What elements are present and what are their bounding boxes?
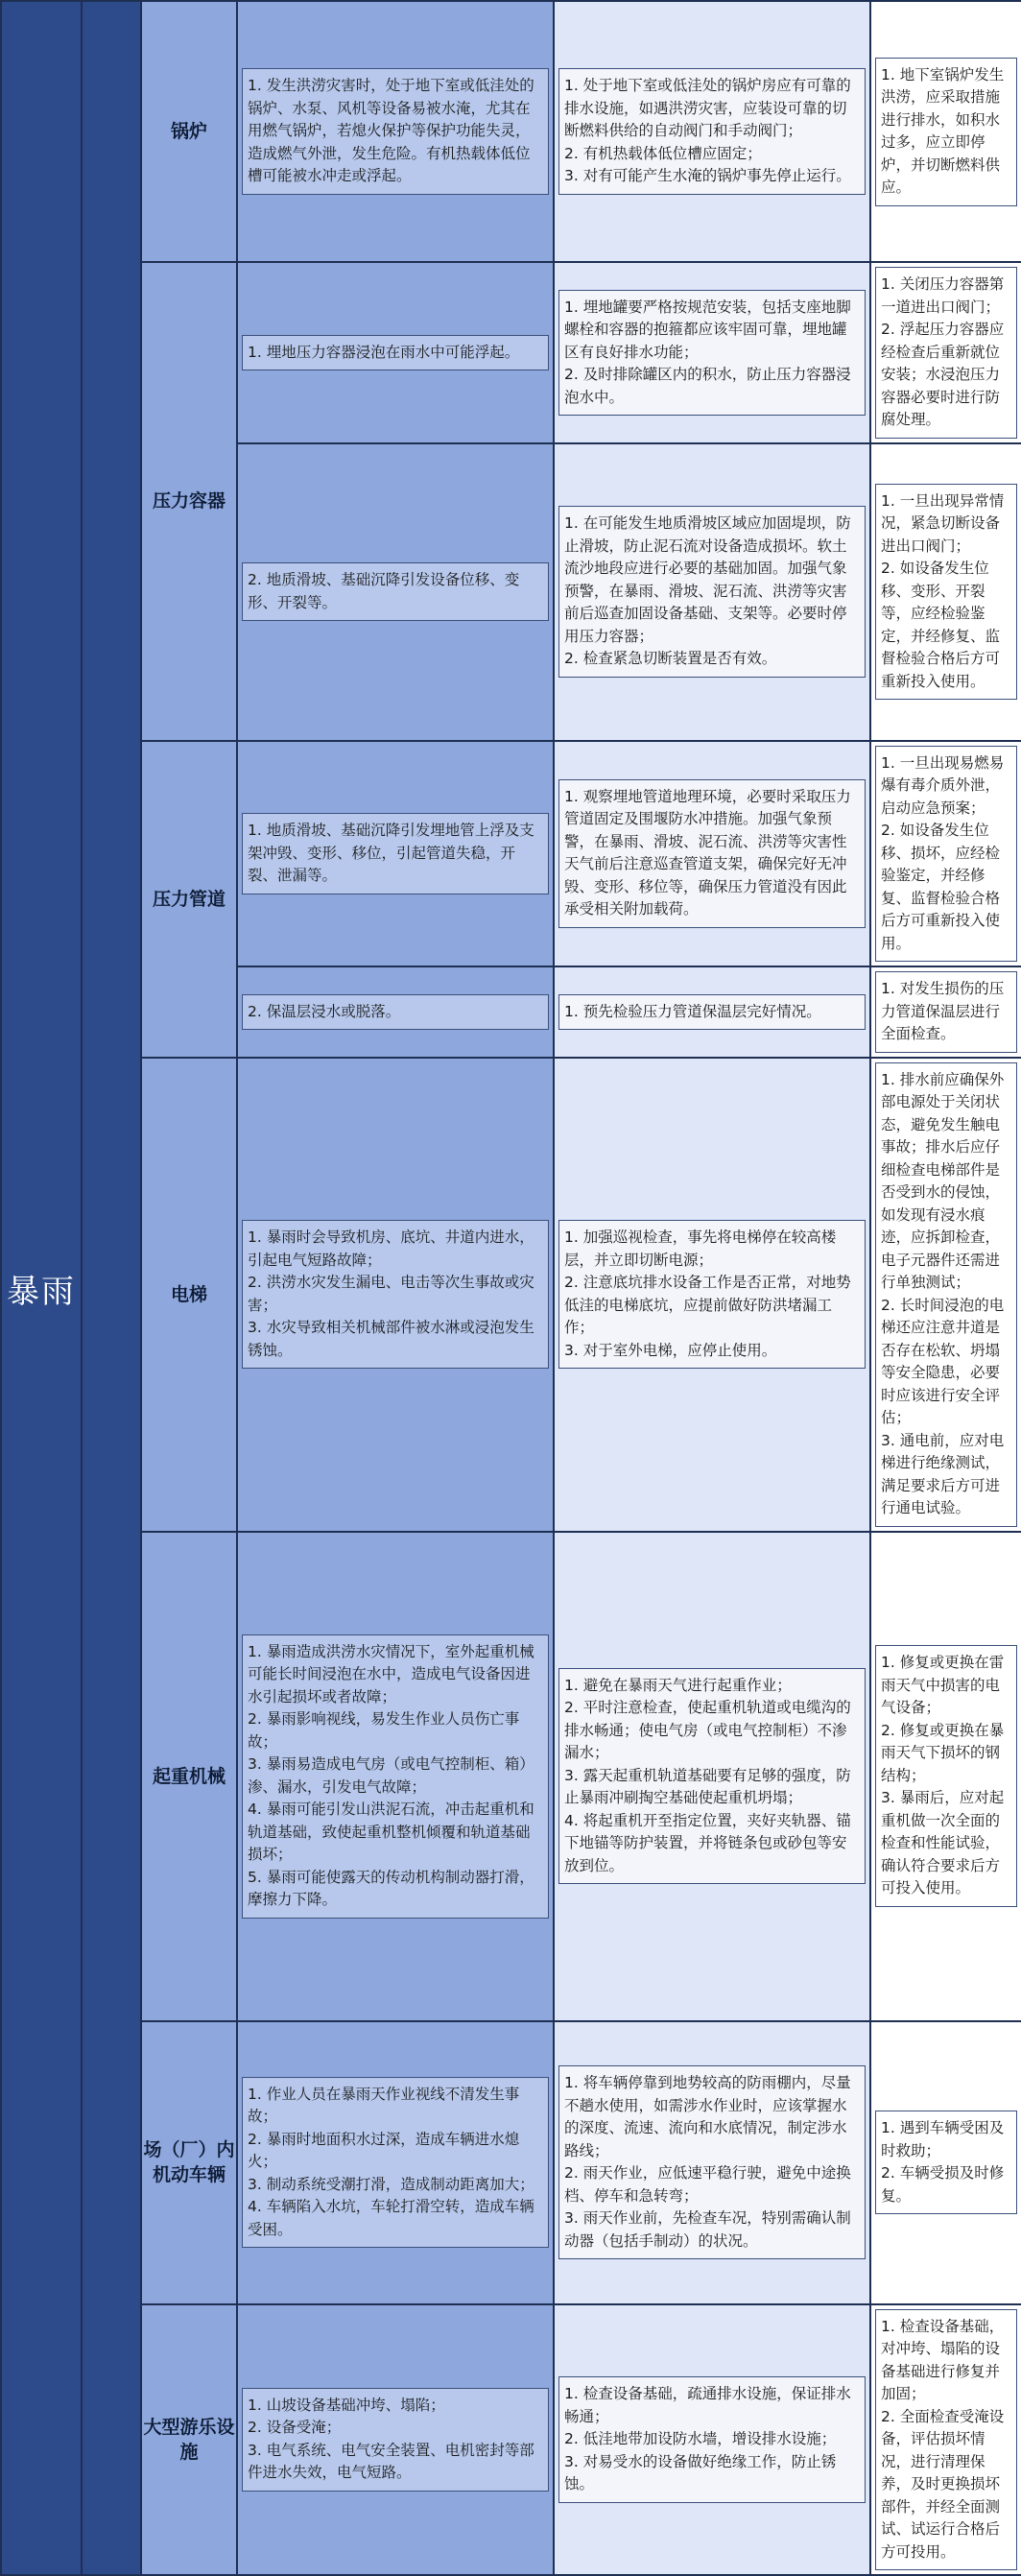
measure-text: 3. 对于室外电梯，应停止使用。 bbox=[564, 1341, 777, 1359]
cause-text: 5. 暴雨可能使露天的传动机构制动器打滑，摩擦力下降。 bbox=[248, 1868, 534, 1908]
equipment-label: 锅炉 bbox=[141, 1, 237, 262]
cause-text: 2. 地质滑坡、基础沉降引发设备位移、变形、开裂等。 bbox=[248, 571, 520, 611]
cause-cell bbox=[237, 966, 554, 1058]
table-row bbox=[1, 262, 1021, 443]
measure-text: 3. 露天起重机轨道基础要有足够的强度，防止暴雨冲刷掏空基础使起重机坍塌； bbox=[564, 1766, 851, 1807]
table-row bbox=[1, 1532, 1021, 2021]
cause-cell bbox=[237, 2304, 554, 2576]
cause-text: 2. 设备受淹； bbox=[248, 2419, 342, 2437]
table-row bbox=[1, 1058, 1021, 1532]
response-cell bbox=[870, 262, 1021, 443]
response-text: 2. 如设备发生位移、变形、开裂等，应经检验鉴定，并经修复、监督检验合格后方可重新投入使用。 bbox=[881, 560, 1001, 690]
response-cell bbox=[870, 443, 1021, 741]
response-text: 1. 一旦出现易燃易爆有毒介质外泄，启动应急预案； bbox=[881, 753, 1005, 817]
table-row bbox=[1, 741, 1021, 967]
measure-text: 1. 加强巡视检查，事先将电梯停在较高楼层，并立即切断电源； bbox=[564, 1228, 837, 1269]
response-text: 1. 遇到车辆受困及时救助； bbox=[881, 2119, 1005, 2159]
response-text: 3. 暴雨后，应对起重机做一次全面的检查和性能试验，确认符合要求后方可投入使用。 bbox=[881, 1789, 1005, 1897]
measure-text: 1. 处于地下室或低洼处的锅炉房应有可靠的排水设施，如遇洪涝灾害，应装设可靠的切断燃料供给的自动阀门和手动阀门； bbox=[564, 77, 851, 140]
response-text: 1. 对发生损伤的压力管道保温层进行全面检查。 bbox=[881, 980, 1005, 1042]
response-cell bbox=[870, 741, 1021, 967]
measure-text: 2. 及时排除罐区内的积水，防止压力容器浸泡水中。 bbox=[564, 366, 851, 406]
equipment-label: 大型游乐设施 bbox=[141, 2304, 237, 2576]
cause-cell bbox=[237, 1, 554, 262]
response-text: 2. 车辆受损及时修复。 bbox=[881, 2164, 1005, 2205]
table-row bbox=[1, 2021, 1021, 2304]
measure-cell bbox=[554, 443, 870, 741]
equipment-label: 场（厂）内机动车辆 bbox=[141, 2021, 237, 2304]
cause-text: 2. 暴雨影响视线，易发生作业人员伤亡事故； bbox=[248, 1710, 520, 1751]
response-cell bbox=[870, 1532, 1021, 2021]
hazard-label: 暴雨 bbox=[1, 1, 82, 2575]
cause-text: 1. 山坡设备基础冲垮、塌陷； bbox=[248, 2396, 445, 2414]
measure-cell bbox=[554, 262, 870, 443]
cause-text: 1. 作业人员在暴雨天作业视线不清发生事故； bbox=[248, 2085, 520, 2126]
cause-text: 3. 制动系统受潮打滑，造成制动距离加大； bbox=[248, 2175, 534, 2193]
response-cell bbox=[870, 1, 1021, 262]
measure-cell bbox=[554, 1532, 870, 2021]
measure-text: 1. 埋地罐要严格按规范安装，包括支座地脚螺栓和容器的抱箍都应该牢固可靠，埋地罐区有良好排水功能； bbox=[564, 298, 851, 361]
measure-text: 1. 在可能发生地质滑坡区域应加固堤坝，防止滑坡，防止泥石流对设备造成损坏。软土流沙地段应进行必要的基础加固。加强气象预警，在暴雨、滑坡、泥石流、洪涝等灾害前后巡查加固设备基础、支架等。必要时停用压力容器； bbox=[564, 514, 851, 645]
response-text: 2. 全面检查受淹设备，评估损坏情况，进行清理保养，及时更换损坏部件，并经全面测试、试运行合格后方可投用。 bbox=[881, 2407, 1005, 2561]
measure-text: 1. 检查设备基础，疏通排水设施，保证排水畅通； bbox=[564, 2385, 851, 2425]
cause-cell bbox=[237, 443, 554, 741]
measure-text: 3. 对有可能产生水淹的锅炉事先停止运行。 bbox=[564, 167, 851, 185]
cause-text: 1. 埋地压力容器浸泡在雨水中可能浮起。 bbox=[248, 343, 520, 361]
cause-cell bbox=[237, 1532, 554, 2021]
equipment-label: 电梯 bbox=[141, 1058, 237, 1532]
measure-cell bbox=[554, 741, 870, 967]
response-text: 1. 一旦出现异常情况，紧急切断设备进出口阀门； bbox=[881, 491, 1005, 555]
cause-text: 1. 暴雨时会导致机房、底坑、井道内进水，引起电气短路故障； bbox=[248, 1228, 534, 1269]
equipment-label: 压力管道 bbox=[141, 741, 237, 1058]
response-text: 2. 长时间浸泡的电梯还应注意井道是否存在松软、坍塌等安全隐患，必要时应该进行安全评估； bbox=[881, 1296, 1005, 1426]
measure-text: 1. 将车辆停靠到地势较高的防雨棚内，尽量不趟水使用，如需涉水作业时，应该掌握水的深度、流速、流向和水底情况，制定涉水路线； bbox=[564, 2074, 851, 2159]
measure-cell bbox=[554, 1, 870, 262]
measure-text: 2. 雨天作业，应低速平稳行驶，避免中途换档、停车和急转弯； bbox=[564, 2164, 851, 2205]
measure-cell bbox=[554, 1058, 870, 1532]
cause-text: 4. 车辆陷入水坑，车轮打滑空转，造成车辆受困。 bbox=[248, 2198, 534, 2238]
measure-text: 1. 观察埋地管道地理环境，必要时采取压力管道固定及围堰防水冲措施。加强气象预警，在暴雨、滑坡、泥石流、洪涝等灾害性天气前后注意巡查管道支架，确保完好无冲毁、变形、移位等，确保压力管道没有因此承受相关附加载荷。 bbox=[564, 787, 851, 918]
cause-cell bbox=[237, 1058, 554, 1532]
equipment-label: 压力容器 bbox=[141, 262, 237, 741]
cause-text: 3. 电气系统、电气安全装置、电机密封等部件进水失效，电气短路。 bbox=[248, 2441, 534, 2482]
measure-text: 1. 预先检验压力管道保温层完好情况。 bbox=[564, 1002, 821, 1020]
cause-cell bbox=[237, 262, 554, 443]
cause-text: 2. 暴雨时地面积水过深，造成车辆进水熄火； bbox=[248, 2130, 520, 2171]
cause-text: 2. 保温层浸水或脱落。 bbox=[248, 1002, 401, 1020]
measure-text: 4. 将起重机开至指定位置，夹好夹轨器、锚下地锚等防护装置，并将链条包或砂包等安放到位。 bbox=[564, 1811, 851, 1874]
cause-text: 3. 水灾导致相关机械部件被水淋或浸泡发生锈蚀。 bbox=[248, 1319, 534, 1359]
cause-text: 1. 地质滑坡、基础沉降引发埋地管上浮及支架冲毁、变形、移位，引起管道失稳，开裂、泄漏等。 bbox=[248, 822, 534, 884]
response-text: 2. 如设备发生位移、损坏，应经检验鉴定，并经修复、监督检验合格后方可重新投入使用。 bbox=[881, 822, 1001, 952]
measure-cell bbox=[554, 2021, 870, 2304]
equipment-label: 起重机械 bbox=[141, 1532, 237, 2021]
response-cell bbox=[870, 2021, 1021, 2304]
table-row bbox=[1, 2304, 1021, 2576]
response-text: 1. 检查设备基础，对冲垮、塌陷的设备基础进行修复并加固； bbox=[881, 2317, 1005, 2402]
response-text: 2. 浮起压力容器应经检查后重新就位安装；水浸泡压力容器必要时进行防腐处理。 bbox=[881, 321, 1005, 428]
measure-cell bbox=[554, 2304, 870, 2576]
response-cell bbox=[870, 966, 1021, 1058]
response-text: 2. 修复或更换在暴雨天气下损坏的钢结构； bbox=[881, 1721, 1005, 1784]
measure-text: 2. 有机热载体低位槽应固定； bbox=[564, 144, 762, 162]
measure-text: 2. 低洼地带加设防水墙，增设排水设施； bbox=[564, 2430, 837, 2447]
measure-text: 1. 避免在暴雨天气进行起重作业； bbox=[564, 1676, 792, 1694]
response-text: 1. 地下室锅炉发生洪涝，应采取措施进行排水，如积水过多，应立即停炉，并切断燃料供应。 bbox=[881, 65, 1005, 196]
response-cell bbox=[870, 1058, 1021, 1532]
cause-cell bbox=[237, 741, 554, 967]
measure-text: 3. 对易受水的设备做好绝缘工作，防止锈蚀。 bbox=[564, 2452, 837, 2493]
measure-text: 2. 平时注意检查，使起重机轨道或电缆沟的排水畅通；使电气房（或电气控制柜）不渗漏水； bbox=[564, 1699, 851, 1762]
response-cell bbox=[870, 2304, 1021, 2576]
response-text: 1. 修复或更换在雷雨天气中损害的电气设备； bbox=[881, 1654, 1005, 1717]
cause-cell bbox=[237, 2021, 554, 2304]
measure-text: 2. 注意底坑排水设备工作是否正常，对地势低洼的电梯底坑，应提前做好防洪堵漏工作； bbox=[564, 1274, 851, 1336]
measure-text: 2. 检查紧急切断装置是否有效。 bbox=[564, 650, 777, 668]
response-text: 3. 通电前，应对电梯进行绝缘测试，满足要求后方可进行通电试验。 bbox=[881, 1431, 1005, 1516]
table-row bbox=[1, 1, 1021, 262]
measure-text: 3. 雨天作业前，先检查车况，特别需确认制动器（包括手制动）的状况。 bbox=[564, 2209, 851, 2250]
cause-text: 1. 暴雨造成洪涝水灾情况下，室外起重机械可能长时间浸泡在水中，造成电气设备因进水引起损坏或者故障； bbox=[248, 1642, 534, 1705]
category-strip bbox=[82, 1, 141, 2575]
cause-text: 2. 洪涝水灾发生漏电、电击等次生事故或灾害； bbox=[248, 1274, 534, 1314]
cause-text: 1. 发生洪涝灾害时，处于地下室或低洼处的锅炉、水泵、风机等设备易被水淹，尤其在用燃气锅炉，若熄火保护等保护功能失灵，造成燃气外泄，发生危险。有机热载体低位槽可能被水冲走或浮起。 bbox=[248, 77, 534, 185]
response-text: 1. 排水前应确保外部电源处于关闭状态，避免发生触电事故；排水后应仔细检查电梯部件是否受到水的侵蚀，如发现有浸水痕迹，应拆卸检查，电子元器件还需进行单独测试； bbox=[881, 1070, 1005, 1291]
cause-text: 4. 暴雨可能引发山洪泥石流，冲击起重机和轨道基础，致使起重机整机倾覆和轨道基础损坏； bbox=[248, 1801, 534, 1863]
cause-text: 3. 暴雨易造成电气房（或电气控制柜、箱）渗、漏水，引发电气故障； bbox=[248, 1755, 534, 1796]
response-text: 1. 关闭压力容器第一道进出口阀门； bbox=[881, 275, 1005, 316]
measure-cell bbox=[554, 966, 870, 1058]
